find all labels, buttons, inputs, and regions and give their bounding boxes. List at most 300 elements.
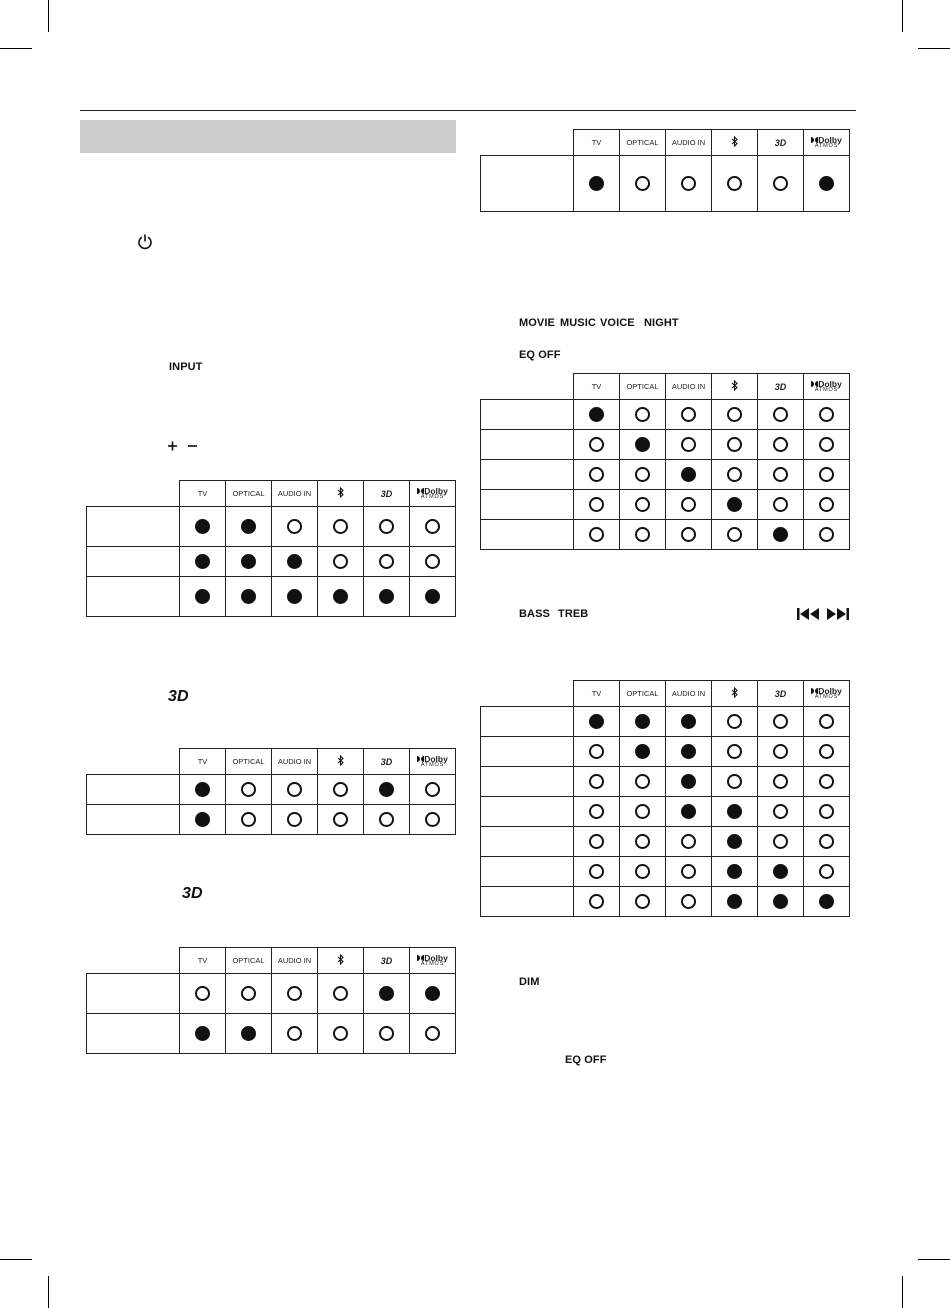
indicator-cell xyxy=(364,577,410,617)
indicator-cell xyxy=(758,737,804,767)
row-label-cell xyxy=(481,156,574,212)
indicator-on xyxy=(195,812,210,827)
table-header-row xyxy=(87,749,456,775)
indicator-off xyxy=(635,176,650,191)
eq-off-label: EQ OFF xyxy=(519,349,561,361)
table-row xyxy=(87,775,456,805)
indicator-on xyxy=(287,554,302,569)
plus-icon xyxy=(167,440,201,452)
header-rule xyxy=(80,110,856,111)
column-header-audio-in: AUDIO IN xyxy=(272,749,318,775)
indicator-off xyxy=(727,437,742,452)
indicator-cell xyxy=(712,707,758,737)
indicator-cell xyxy=(410,775,456,805)
table-row xyxy=(87,974,456,1014)
column-header-tv: TV xyxy=(574,130,620,156)
indicator-off xyxy=(589,527,604,542)
indicator-off xyxy=(589,834,604,849)
indicator-on xyxy=(379,589,394,604)
indicator-off xyxy=(727,527,742,542)
indicator-cell xyxy=(620,797,666,827)
indicator-cell xyxy=(620,737,666,767)
3d-icon: 3D xyxy=(364,749,410,775)
night-label: NIGHT xyxy=(644,317,679,329)
indicator-cell xyxy=(712,490,758,520)
3d-icon: 3D xyxy=(364,948,410,974)
indicator-cell xyxy=(574,156,620,212)
indicator-cell xyxy=(318,974,364,1014)
indicator-cell xyxy=(620,520,666,550)
indicator-cell xyxy=(666,156,712,212)
section-heading-band xyxy=(80,120,456,153)
column-header-optical: OPTICAL xyxy=(620,374,666,400)
indicator-on xyxy=(681,744,696,759)
indicator-cell xyxy=(804,737,850,767)
3d-icon: 3D xyxy=(758,130,804,156)
indicator-cell xyxy=(712,887,758,917)
indicator-off xyxy=(819,864,834,879)
indicator-cell xyxy=(410,577,456,617)
indicator-off xyxy=(333,1026,348,1041)
indicator-off xyxy=(287,1026,302,1041)
indicator-cell xyxy=(226,974,272,1014)
indicator-cell xyxy=(804,430,850,460)
bluetooth-icon xyxy=(318,948,364,974)
indicator-off xyxy=(287,782,302,797)
indicator-off xyxy=(819,804,834,819)
indicator-cell xyxy=(712,460,758,490)
blank-header-cell xyxy=(481,130,574,156)
crop-mark xyxy=(918,48,950,49)
indicator-cell xyxy=(364,547,410,577)
indicator-off xyxy=(681,497,696,512)
column-header-tv: TV xyxy=(574,374,620,400)
blank-header-cell xyxy=(481,374,574,400)
table-row xyxy=(481,460,850,490)
indicator-off xyxy=(425,812,440,827)
indicator-off xyxy=(379,812,394,827)
table-row xyxy=(87,1014,456,1054)
table-row xyxy=(481,400,850,430)
dolby-atmos-logo: Dolby ATMOS xyxy=(804,130,850,156)
indicator-cell xyxy=(758,156,804,212)
indicator-off xyxy=(635,497,650,512)
bluetooth-icon xyxy=(318,749,364,775)
indicator-off xyxy=(819,527,834,542)
indicator-cell xyxy=(272,974,318,1014)
row-label-cell xyxy=(87,775,180,805)
indicator-on xyxy=(681,714,696,729)
indicator-on xyxy=(819,894,834,909)
indicator-off xyxy=(589,744,604,759)
indicator-cell xyxy=(712,430,758,460)
column-header-optical: OPTICAL xyxy=(226,948,272,974)
column-header-audio-in: AUDIO IN xyxy=(666,130,712,156)
indicator-on xyxy=(241,554,256,569)
indicator-off xyxy=(773,834,788,849)
indicator-cell xyxy=(758,400,804,430)
crop-mark xyxy=(48,1276,49,1308)
indicator-off xyxy=(287,812,302,827)
dolby-atmos-logo: Dolby ATMOS xyxy=(804,374,850,400)
indicator-off xyxy=(819,467,834,482)
column-header-audio-in: AUDIO IN xyxy=(272,948,318,974)
blank-header-cell xyxy=(87,749,180,775)
crop-mark xyxy=(918,1259,950,1260)
table-header-row xyxy=(481,681,850,707)
indicator-off xyxy=(333,554,348,569)
treb-label: TREB xyxy=(558,608,589,620)
movie-label: MOVIE xyxy=(519,317,555,329)
indicator-cell xyxy=(574,887,620,917)
indicator-off xyxy=(819,407,834,422)
indicator-cell xyxy=(620,430,666,460)
indicator-cell xyxy=(272,507,318,547)
column-header-audio-in: AUDIO IN xyxy=(666,374,712,400)
eq-off-label: EQ OFF xyxy=(565,1054,607,1066)
indicator-cell xyxy=(758,887,804,917)
blank-header-cell xyxy=(481,681,574,707)
indicator-off xyxy=(635,774,650,789)
indicator-off xyxy=(379,519,394,534)
indicator-off xyxy=(379,1026,394,1041)
blank-header-cell xyxy=(87,481,180,507)
table-row xyxy=(481,797,850,827)
indicator-off xyxy=(819,744,834,759)
indicator-cell xyxy=(666,737,712,767)
indicator-cell xyxy=(620,767,666,797)
bluetooth-icon xyxy=(712,130,758,156)
indicator-cell xyxy=(272,775,318,805)
row-label-cell xyxy=(87,974,180,1014)
indicator-off xyxy=(819,834,834,849)
indicator-off xyxy=(773,176,788,191)
indicator-cell xyxy=(620,460,666,490)
indicator-cell xyxy=(712,767,758,797)
indicator-cell xyxy=(666,430,712,460)
indicator-cell xyxy=(180,974,226,1014)
indicator-off xyxy=(589,894,604,909)
table-row xyxy=(87,805,456,835)
indicator-cell xyxy=(180,1014,226,1054)
indicator-off xyxy=(425,519,440,534)
indicator-cell xyxy=(666,767,712,797)
row-label-cell xyxy=(481,827,574,857)
indicator-on xyxy=(287,589,302,604)
column-header-tv: TV xyxy=(180,948,226,974)
crop-mark xyxy=(902,0,903,32)
3d-icon: 3D xyxy=(758,374,804,400)
indicator-cell xyxy=(226,577,272,617)
indicator-off xyxy=(727,744,742,759)
indicator-on xyxy=(333,589,348,604)
indicator-cell xyxy=(804,400,850,430)
row-label-cell xyxy=(87,805,180,835)
table-row xyxy=(481,827,850,857)
indicator-cell xyxy=(574,797,620,827)
indicator-table xyxy=(480,680,850,917)
indicator-off xyxy=(635,894,650,909)
indicator-off xyxy=(819,714,834,729)
indicator-off xyxy=(727,774,742,789)
indicator-cell xyxy=(666,827,712,857)
indicator-cell xyxy=(272,805,318,835)
dolby-atmos-logo: Dolby ATMOS xyxy=(804,681,850,707)
indicator-cell xyxy=(364,805,410,835)
row-label-cell xyxy=(481,430,574,460)
previous-track-icon xyxy=(796,607,850,621)
row-label-cell xyxy=(87,577,180,617)
indicator-cell xyxy=(226,507,272,547)
column-header-optical: OPTICAL xyxy=(620,681,666,707)
indicator-off xyxy=(773,714,788,729)
table-row xyxy=(481,887,850,917)
column-header-tv: TV xyxy=(180,749,226,775)
indicator-off xyxy=(589,497,604,512)
indicator-cell xyxy=(180,507,226,547)
indicator-on xyxy=(589,714,604,729)
dolby-atmos-logo: Dolby ATMOS xyxy=(410,481,456,507)
table-row xyxy=(87,577,456,617)
indicator-off xyxy=(819,437,834,452)
indicator-off xyxy=(773,497,788,512)
power-icon xyxy=(137,233,153,250)
indicator-on xyxy=(195,554,210,569)
indicator-table xyxy=(86,947,456,1054)
indicator-off xyxy=(635,407,650,422)
indicator-cell xyxy=(318,805,364,835)
indicator-cell xyxy=(410,1014,456,1054)
indicator-on xyxy=(727,834,742,849)
indicator-on xyxy=(241,1026,256,1041)
indicator-on xyxy=(195,782,210,797)
indicator-off xyxy=(727,176,742,191)
indicator-on xyxy=(819,176,834,191)
dolby-atmos-logo: Dolby ATMOS xyxy=(410,948,456,974)
crop-mark xyxy=(0,1259,32,1260)
column-header-tv: TV xyxy=(180,481,226,507)
column-header-optical: OPTICAL xyxy=(226,749,272,775)
3d-icon: 3D xyxy=(364,481,410,507)
indicator-cell xyxy=(574,430,620,460)
indicator-cell xyxy=(364,974,410,1014)
indicator-on xyxy=(379,986,394,1001)
table-row xyxy=(87,507,456,547)
indicator-off xyxy=(681,407,696,422)
indicator-off xyxy=(773,774,788,789)
indicator-on xyxy=(589,176,604,191)
indicator-table xyxy=(480,373,850,550)
indicator-cell xyxy=(318,1014,364,1054)
indicator-on xyxy=(727,497,742,512)
table-row xyxy=(481,156,850,212)
crop-mark xyxy=(48,0,49,32)
row-label-cell xyxy=(87,507,180,547)
input-label: INPUT xyxy=(169,361,203,373)
indicator-cell xyxy=(410,805,456,835)
row-label-cell xyxy=(481,737,574,767)
indicator-cell xyxy=(364,1014,410,1054)
indicator-off xyxy=(241,812,256,827)
table-row xyxy=(481,767,850,797)
indicator-cell xyxy=(712,797,758,827)
indicator-cell xyxy=(574,400,620,430)
row-label-cell xyxy=(481,490,574,520)
indicator-off xyxy=(681,527,696,542)
bluetooth-icon xyxy=(712,374,758,400)
indicator-off xyxy=(727,467,742,482)
indicator-cell xyxy=(804,490,850,520)
indicator-cell xyxy=(272,1014,318,1054)
bluetooth-icon xyxy=(712,681,758,707)
indicator-cell xyxy=(758,827,804,857)
indicator-off xyxy=(819,497,834,512)
indicator-cell xyxy=(226,547,272,577)
indicator-off xyxy=(635,467,650,482)
indicator-on xyxy=(379,782,394,797)
indicator-cell xyxy=(318,507,364,547)
indicator-on xyxy=(681,774,696,789)
indicator-cell xyxy=(758,490,804,520)
row-label-cell xyxy=(481,400,574,430)
table-row xyxy=(481,430,850,460)
indicator-off xyxy=(589,437,604,452)
indicator-cell xyxy=(666,887,712,917)
indicator-cell xyxy=(712,520,758,550)
indicator-cell xyxy=(666,520,712,550)
indicator-table xyxy=(86,748,456,835)
row-label-cell xyxy=(481,797,574,827)
indicator-cell xyxy=(804,767,850,797)
indicator-cell xyxy=(620,827,666,857)
column-header-audio-in: AUDIO IN xyxy=(666,681,712,707)
indicator-cell xyxy=(364,507,410,547)
indicator-on xyxy=(195,519,210,534)
row-label-cell xyxy=(87,1014,180,1054)
indicator-off xyxy=(589,467,604,482)
indicator-cell xyxy=(226,775,272,805)
indicator-on xyxy=(425,589,440,604)
table-row xyxy=(481,857,850,887)
music-label: MUSIC xyxy=(560,317,596,329)
indicator-on xyxy=(773,894,788,909)
indicator-off xyxy=(379,554,394,569)
indicator-cell xyxy=(318,775,364,805)
indicator-off xyxy=(681,834,696,849)
indicator-cell xyxy=(620,857,666,887)
indicator-on xyxy=(635,437,650,452)
indicator-off xyxy=(635,527,650,542)
dolby-atmos-logo: Dolby ATMOS xyxy=(410,749,456,775)
indicator-on xyxy=(589,407,604,422)
indicator-cell xyxy=(620,156,666,212)
indicator-off xyxy=(773,804,788,819)
table-header-row xyxy=(481,130,850,156)
table-row xyxy=(87,547,456,577)
indicator-off xyxy=(773,437,788,452)
indicator-cell xyxy=(574,520,620,550)
indicator-off xyxy=(773,744,788,759)
indicator-cell xyxy=(574,827,620,857)
indicator-on xyxy=(727,864,742,879)
column-header-optical: OPTICAL xyxy=(226,481,272,507)
indicator-on xyxy=(195,1026,210,1041)
indicator-off xyxy=(241,782,256,797)
indicator-off xyxy=(681,864,696,879)
indicator-cell xyxy=(620,887,666,917)
indicator-on xyxy=(681,467,696,482)
indicator-cell xyxy=(666,400,712,430)
indicator-cell xyxy=(180,805,226,835)
row-label-cell xyxy=(481,520,574,550)
row-label-cell xyxy=(481,460,574,490)
indicator-cell xyxy=(574,707,620,737)
3d-icon: 3D xyxy=(182,885,203,902)
column-header-audio-in: AUDIO IN xyxy=(272,481,318,507)
indicator-cell xyxy=(758,797,804,827)
indicator-off xyxy=(635,834,650,849)
row-label-cell xyxy=(481,887,574,917)
indicator-off xyxy=(589,774,604,789)
indicator-cell xyxy=(758,857,804,887)
indicator-off xyxy=(287,519,302,534)
indicator-cell xyxy=(758,520,804,550)
indicator-cell xyxy=(758,430,804,460)
dim-label: DIM xyxy=(519,976,540,988)
indicator-cell xyxy=(272,547,318,577)
indicator-cell xyxy=(410,974,456,1014)
indicator-cell xyxy=(574,767,620,797)
indicator-cell xyxy=(180,775,226,805)
indicator-off xyxy=(727,407,742,422)
indicator-off xyxy=(425,554,440,569)
voice-label: VOICE xyxy=(600,317,635,329)
indicator-cell xyxy=(712,737,758,767)
indicator-cell xyxy=(318,577,364,617)
indicator-cell xyxy=(364,775,410,805)
indicator-off xyxy=(287,986,302,1001)
indicator-cell xyxy=(180,547,226,577)
indicator-off xyxy=(333,782,348,797)
table-header-row xyxy=(87,481,456,507)
indicator-cell xyxy=(712,827,758,857)
indicator-cell xyxy=(666,490,712,520)
table-row xyxy=(481,520,850,550)
indicator-cell xyxy=(272,577,318,617)
indicator-cell xyxy=(666,460,712,490)
indicator-cell xyxy=(620,490,666,520)
crop-mark xyxy=(0,48,32,49)
indicator-cell xyxy=(620,400,666,430)
indicator-off xyxy=(681,176,696,191)
indicator-off xyxy=(819,774,834,789)
indicator-off xyxy=(635,864,650,879)
3d-icon: 3D xyxy=(168,688,189,705)
indicator-cell xyxy=(758,460,804,490)
blank-header-cell xyxy=(87,948,180,974)
column-header-tv: TV xyxy=(574,681,620,707)
indicator-cell xyxy=(758,767,804,797)
indicator-off xyxy=(681,437,696,452)
next-track-icon xyxy=(827,608,849,620)
indicator-on xyxy=(727,804,742,819)
indicator-cell xyxy=(804,827,850,857)
indicator-off xyxy=(681,894,696,909)
table-row xyxy=(481,737,850,767)
indicator-on xyxy=(241,589,256,604)
indicator-cell xyxy=(666,857,712,887)
indicator-cell xyxy=(758,707,804,737)
